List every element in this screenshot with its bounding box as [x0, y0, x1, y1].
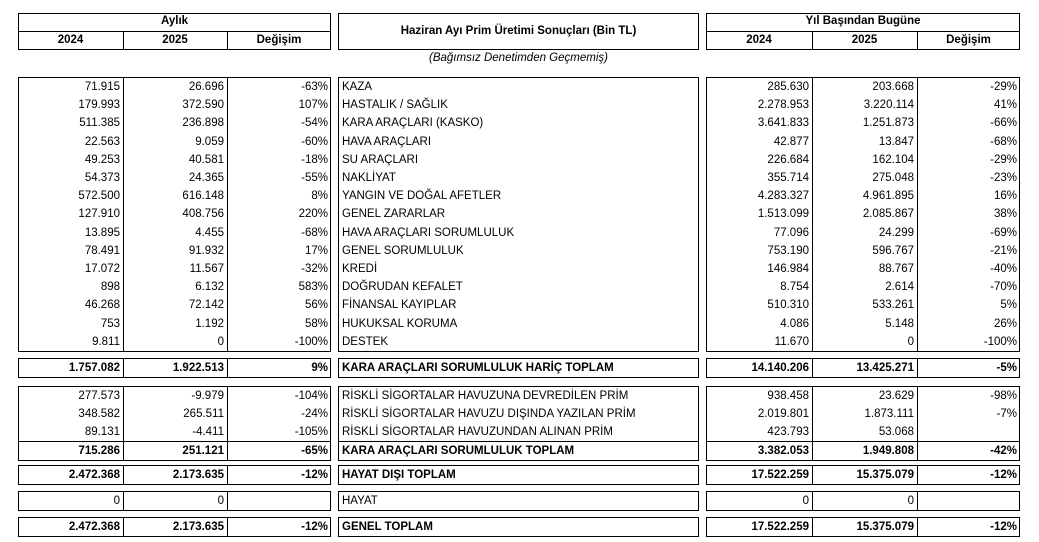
monthly-change-value: 8% — [311, 190, 328, 203]
ytd-change-value: -23% — [990, 172, 1017, 184]
monthly-2024-value: 22.563 — [84, 135, 120, 148]
ytd-2025-value: 275.048 — [872, 172, 914, 184]
branch-label: RİSKLİ SİGORTALAR HAVUZU DIŞINDA YAZILAN PRİM — [342, 408, 636, 421]
branch-label: KARA ARAÇLARI (KASKO) — [342, 117, 484, 130]
ytd-2024-value: 17.522.259 — [751, 469, 809, 481]
monthly-change-value: -12% — [301, 469, 328, 481]
ytd-2024-value: 226.684 — [767, 153, 809, 166]
branch-label: RİSKLİ SİGORTALAR HAVUZUNDAN ALINAN PRİM — [342, 426, 613, 439]
ytd-2024-value: 17.522.259 — [751, 521, 809, 533]
ytd-change-value: -12% — [990, 521, 1017, 533]
monthly-2025-value: 91.932 — [188, 244, 224, 257]
ytd-2025-value: 23.629 — [878, 390, 914, 402]
monthly-change-value: 220% — [298, 208, 328, 221]
monthly-title: Aylık — [160, 15, 189, 27]
monthly-2025-value: 1.192 — [195, 317, 224, 330]
ytd-change-value: -66% — [990, 117, 1017, 130]
monthly-2024-value: 715.286 — [78, 444, 120, 457]
ytd-change-value: -40% — [990, 263, 1017, 275]
ytd-2024-value: 42.877 — [773, 135, 809, 148]
ytd-change-value: -5% — [996, 362, 1017, 374]
branch-label: KREDİ — [342, 263, 378, 275]
branch-label: GENEL SORUMLULUK — [342, 244, 464, 257]
ytd-2024-value: 8.754 — [780, 281, 809, 294]
ytd-2024-value: 146.984 — [767, 263, 809, 275]
ytd-change-value: -12% — [990, 469, 1017, 481]
ytd-2025-value: 596.767 — [872, 244, 914, 257]
ytd-2025-value: 2.614 — [885, 281, 914, 294]
ytd-change-value: -100% — [983, 335, 1017, 348]
monthly-2025-value: 265.511 — [183, 408, 224, 421]
monthly-change-value: -100% — [294, 335, 328, 348]
ytd-change-value: 5% — [1000, 299, 1017, 312]
ytd-2025-value: 0 — [907, 495, 914, 507]
monthly-change-value: -55% — [301, 172, 328, 184]
ytd-2024-value: 938.458 — [767, 390, 809, 402]
ytd-change-value: -69% — [990, 226, 1017, 239]
monthly-2024-value: 1.757.082 — [68, 362, 120, 374]
monthly-2025-value: 2.173.635 — [172, 469, 224, 481]
ytd-2024-value: 0 — [802, 495, 809, 507]
monthly-2025-value: 4.455 — [195, 226, 224, 239]
monthly-change-value: -105% — [294, 426, 328, 439]
ytd-2024-value: 77.096 — [773, 226, 809, 239]
ytd-2024-value: 510.310 — [767, 299, 809, 312]
ytd-2024-value: 285.630 — [767, 81, 809, 93]
monthly-2025-value: 11.567 — [189, 263, 224, 275]
monthly-2025-value: 1.922.513 — [172, 362, 224, 374]
monthly-change-value: -63% — [301, 81, 328, 93]
branch-label: HAYAT DIŞI TOPLAM — [342, 469, 456, 481]
ytd-change-value: -68% — [990, 135, 1017, 148]
monthly-2024-value: 89.131 — [84, 426, 120, 439]
branch-label: KARA ARAÇLARI SORUMLULUK TOPLAM — [342, 444, 575, 457]
monthly-change-value: -12% — [301, 521, 328, 533]
ytd-2024-value: 4.086 — [780, 317, 809, 330]
monthly-change-value: 58% — [304, 317, 328, 330]
ytd-2024-value: 753.190 — [767, 244, 809, 257]
monthly-2025-value: 236.898 — [182, 117, 224, 130]
ytd-2024-value: 14.140.206 — [751, 362, 809, 374]
ytd-change-value: -7% — [996, 408, 1017, 421]
ytd-2025-value: 15.375.079 — [856, 469, 914, 481]
ytd-change-value: 38% — [993, 208, 1017, 221]
monthly-2025-value: 2.173.635 — [172, 521, 224, 533]
monthly-2025-value: 0 — [217, 495, 224, 507]
ytd-2024-value: 355.714 — [767, 172, 809, 184]
ytd-change-value: -21% — [990, 244, 1017, 257]
monthly-2024-value: 17.072 — [84, 263, 120, 275]
monthly-2024-value: 49.253 — [84, 153, 120, 166]
branch-label: HAVA ARAÇLARI SORUMLULUK — [342, 226, 515, 239]
ytd-title: Yıl Başından Bugüne — [805, 15, 921, 27]
ytd-2025-value: 5.148 — [885, 317, 914, 330]
ytd-2025-value: 3.220.114 — [863, 99, 914, 112]
ytd-2024-value: 2.278.953 — [757, 99, 809, 112]
ytd-change-value — [917, 423, 1017, 441]
monthly-2024-value: 277.573 — [78, 390, 120, 402]
ytd-change-value: -29% — [990, 81, 1017, 93]
report-title: Haziran Ayı Prim Üretimi Sonuçları (Bin TL) — [400, 25, 637, 37]
monthly-2025-value: 9.059 — [195, 135, 224, 148]
monthly-2025-value: 408.756 — [182, 208, 224, 221]
ytd-2025-value: 4.961.895 — [862, 190, 914, 203]
ytd-2024-value: 2.019.801 — [757, 408, 809, 421]
ytd-2024-value: 423.793 — [767, 426, 809, 439]
ytd-2025-value: 24.299 — [878, 226, 914, 239]
ytd-2025-value: 533.261 — [872, 299, 914, 312]
monthly-2025-value: 6.132 — [195, 281, 224, 294]
monthly-change-value: -60% — [301, 135, 328, 148]
ytd-2024-value: 3.641.833 — [757, 117, 809, 130]
ytd-2025-value: 13.425.271 — [856, 362, 914, 374]
branch-label: GENEL ZARARLAR — [342, 208, 446, 221]
monthly-2025-value: 26.696 — [188, 81, 224, 93]
ytd-2024-value: 1.513.099 — [757, 208, 809, 221]
branch-label: HAYAT — [342, 495, 378, 507]
monthly-2024-value: 71.915 — [84, 81, 120, 93]
ytd-change-value: -98% — [990, 390, 1017, 402]
monthly-2024-value: 0 — [113, 495, 120, 507]
ytd-change-value: -29% — [990, 153, 1017, 166]
monthly-2025-value: -4.411 — [192, 426, 224, 439]
monthly-change-value: 9% — [311, 362, 328, 374]
branch-label: HUKUKSAL KORUMA — [342, 317, 458, 330]
ytd-change-value — [917, 492, 1017, 510]
branch-label: YANGIN VE DOĞAL AFETLER — [342, 190, 502, 203]
monthly-2025-value: 616.148 — [182, 190, 224, 203]
monthly-2024-value: 753 — [100, 317, 120, 330]
monthly-2025-value: 0 — [217, 335, 224, 348]
monthly-change-value — [227, 492, 328, 510]
monthly-2024-value: 13.895 — [84, 226, 120, 239]
monthly-col-2025: 2025 — [162, 34, 188, 46]
monthly-change-value: -54% — [301, 117, 328, 130]
ytd-2025-value: 1.873.111 — [864, 408, 914, 421]
audit-note: (Bağımsız Denetimden Geçmemiş) — [429, 52, 608, 64]
ytd-2024-value: 11.670 — [774, 335, 809, 348]
monthly-2024-value: 9.811 — [92, 335, 120, 348]
ytd-2025-value: 53.068 — [878, 426, 914, 439]
ytd-2025-value: 13.847 — [878, 135, 914, 148]
ytd-change-value: -70% — [990, 281, 1017, 294]
ytd-2025-value: 162.104 — [872, 153, 914, 166]
monthly-2024-value: 46.268 — [84, 299, 120, 312]
branch-label: KAZA — [342, 81, 373, 93]
monthly-change-value: -104% — [294, 390, 328, 402]
monthly-2024-value: 54.373 — [84, 172, 120, 184]
monthly-2024-value: 898 — [100, 281, 120, 294]
monthly-2025-value: 251.121 — [182, 444, 224, 457]
monthly-2024-value: 78.491 — [84, 244, 120, 257]
ytd-2025-value: 203.668 — [872, 81, 914, 93]
ytd-2025-value: 88.767 — [878, 263, 914, 275]
monthly-2025-value: 40.581 — [188, 153, 224, 166]
branch-label: FİNANSAL KAYIPLAR — [342, 299, 457, 312]
ytd-col-2025: 2025 — [851, 34, 878, 46]
ytd-change-value: 16% — [993, 190, 1017, 203]
ytd-2025-value: 2.085.867 — [862, 208, 914, 221]
ytd-change-value: 26% — [993, 317, 1017, 330]
monthly-2024-value: 2.472.368 — [68, 469, 120, 481]
branch-label: DOĞRUDAN KEFALET — [342, 281, 463, 294]
monthly-change-value: 583% — [298, 281, 328, 294]
branch-label: KARA ARAÇLARI SORUMLULUK HARİÇ TOPLAM — [342, 362, 614, 374]
monthly-2025-value: 24.365 — [188, 172, 224, 184]
branch-label: NAKLİYAT — [342, 172, 396, 184]
branch-label: SU ARAÇLARI — [342, 153, 419, 166]
monthly-2024-value: 2.472.368 — [68, 521, 120, 533]
branch-label: GENEL TOPLAM — [342, 521, 433, 533]
ytd-2024-value: 4.283.327 — [757, 190, 809, 203]
ytd-change-value: 41% — [993, 99, 1017, 112]
ytd-2025-value: 1.949.808 — [862, 444, 914, 457]
monthly-change-value: -18% — [301, 153, 328, 166]
ytd-2024-value: 3.382.053 — [757, 444, 809, 457]
ytd-change-value: -42% — [990, 444, 1017, 457]
ytd-2025-value: 15.375.079 — [856, 521, 914, 533]
monthly-2025-value: 72.142 — [188, 299, 224, 312]
monthly-col-2024: 2024 — [57, 34, 84, 46]
monthly-change-value: 107% — [298, 99, 328, 112]
branch-label: HASTALIK / SAĞLIK — [342, 99, 448, 112]
monthly-2024-value: 127.910 — [78, 208, 120, 221]
monthly-change-value: 17% — [304, 244, 328, 257]
ytd-col-2024: 2024 — [746, 34, 772, 46]
branch-label: HAVA ARAÇLARI — [342, 135, 432, 148]
ytd-col-change: Değişim — [946, 34, 991, 46]
monthly-change-value: -32% — [301, 263, 328, 275]
ytd-2025-value: 0 — [907, 335, 914, 348]
branch-label: RİSKLİ SİGORTALAR HAVUZUNA DEVREDİLEN PRİM — [342, 390, 629, 402]
monthly-2024-value: 348.582 — [78, 408, 120, 421]
monthly-2024-value: 511.385 — [79, 117, 120, 130]
monthly-change-value: -65% — [301, 444, 328, 457]
monthly-2025-value: -9.979 — [191, 390, 224, 402]
monthly-change-value: 56% — [304, 299, 328, 312]
monthly-change-value: -24% — [301, 408, 328, 421]
ytd-2025-value: 1.251.873 — [862, 117, 914, 130]
monthly-2025-value: 372.590 — [182, 99, 224, 112]
monthly-2024-value: 572.500 — [78, 190, 120, 203]
monthly-col-change: Değişim — [256, 34, 302, 46]
monthly-change-value: -68% — [301, 226, 328, 239]
monthly-2024-value: 179.993 — [78, 99, 120, 112]
branch-label: DESTEK — [342, 335, 389, 348]
